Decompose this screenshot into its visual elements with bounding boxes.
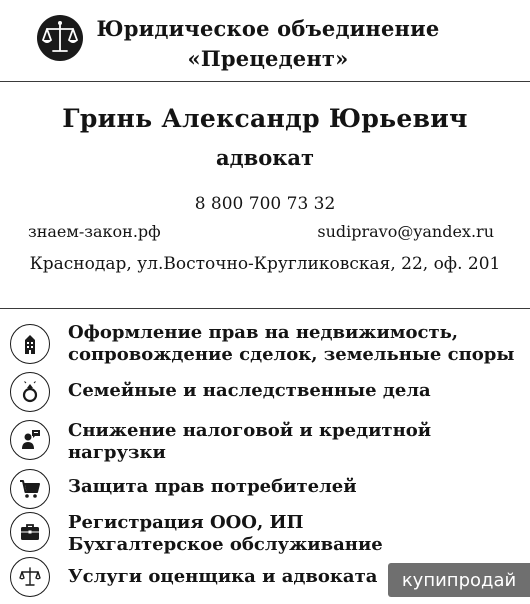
ring-icon [10, 372, 50, 412]
service-line: сопровождение сделок, земельные споры [68, 344, 515, 365]
scales-icon [10, 557, 50, 597]
service-line: Бухгалтерское обслуживание [68, 534, 383, 555]
divider-top [0, 81, 530, 82]
service-text [68, 566, 377, 588]
person-name: Гринь Александр Юрьевич [62, 104, 468, 133]
website-link[interactable]: знаем-закон.рф [28, 222, 161, 241]
briefcase-icon [10, 512, 50, 552]
service-line: Защита прав потребителей [68, 476, 357, 497]
scales-icon [36, 14, 84, 62]
service-text [68, 322, 514, 366]
cart-icon [10, 469, 50, 509]
service-text [68, 380, 431, 402]
service-text [68, 512, 383, 556]
watermark-badge: купипродай [388, 563, 530, 597]
consultant-icon [10, 420, 50, 460]
service-line: Оформление прав на недвижимость, [68, 322, 459, 343]
service-line: нагрузки [68, 442, 166, 463]
service-text [68, 420, 431, 464]
divider-middle [0, 308, 530, 309]
building-icon [10, 324, 50, 364]
service-line: Услуги оценщика и адвоката [68, 566, 378, 587]
org-name-line2: «Прецедент» [187, 46, 349, 71]
office-address: Краснодар, ул.Восточно-Кругликовская, 22, оф. 201 [29, 254, 501, 274]
person-title: адвокат [216, 145, 314, 170]
service-text [68, 476, 357, 498]
phone-number[interactable]: 8 800 700 73 32 [194, 194, 336, 214]
service-line: Семейные и наследственные дела [68, 380, 431, 401]
email-link[interactable]: sudipravo@yandex.ru [317, 222, 494, 241]
service-line: Снижение налоговой и кредитной [68, 420, 432, 441]
org-name-line1: Юридическое объединение [96, 16, 440, 41]
service-line: Регистрация ООО, ИП [68, 512, 304, 533]
